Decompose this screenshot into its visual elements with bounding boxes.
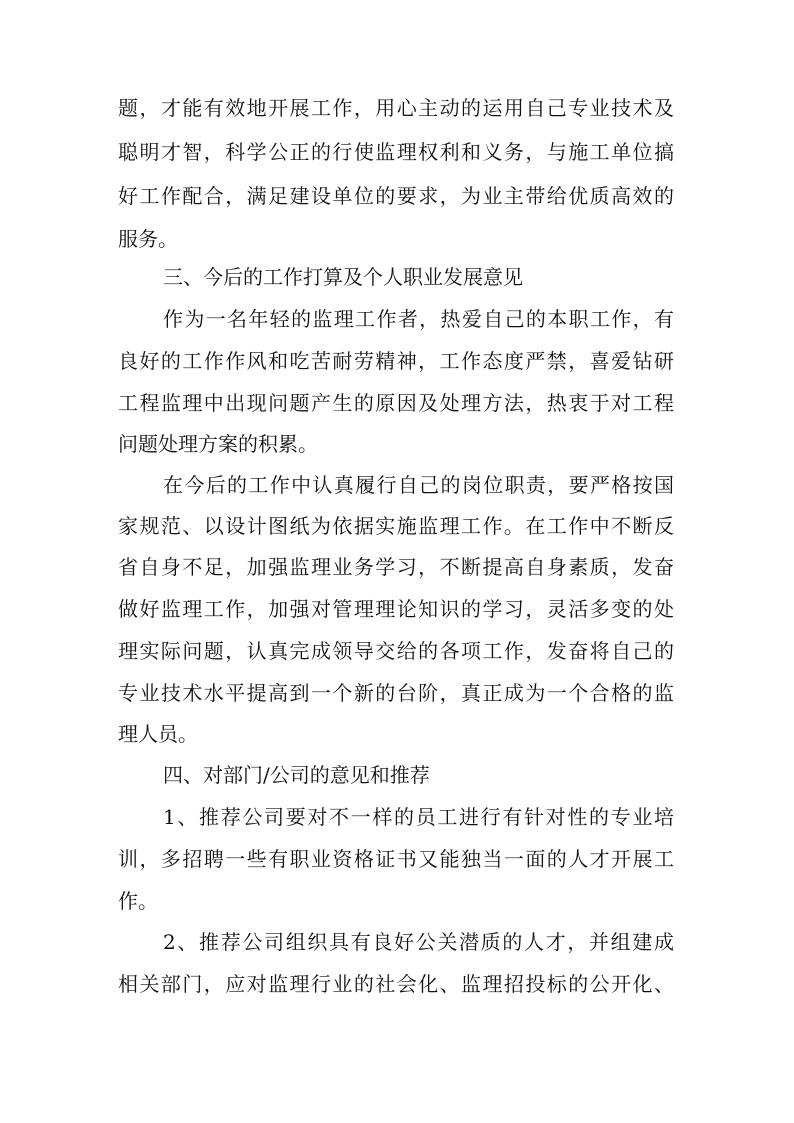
text-line: 题，才能有效地开展工作，用心主动的运用自己专业技术及 [118,96,674,120]
text-line: 家规范、以设计图纸为依据实施监理工作。在工作中不断反 [118,514,674,538]
text-line: 省自身不足，加强监理业务学习，不断提高自身素质，发奋 [118,555,674,579]
text-line: 问题处理方案的积累。 [118,432,318,456]
section-heading: 四、对部门/公司的意见和推荐 [163,763,430,787]
text-line: 2、推荐公司组织具有良好公关潜质的人才，并组建成 [163,930,674,954]
text-line: 服务。 [118,227,178,251]
text-line: 专业技术水平提高到一个新的台阶，真正成为一个合格的监 [118,681,674,705]
text-line: 理实际问题，认真完成领导交给的各项工作，发奋将自己的 [118,639,674,663]
text-line: 作。 [118,889,158,913]
text-line: 聪明才智，科学公正的行使监理权利和义务，与施工单位搞 [118,140,674,164]
section-heading: 三、今后的工作打算及个人职业发展意见 [163,265,523,289]
text-line: 1、推荐公司要对不一样的员工进行有针对性的专业培 [163,805,674,829]
text-line: 相关部门，应对监理行业的社会化、监理招投标的公开化、 [118,972,674,996]
text-line: 理人员。 [118,722,198,746]
text-line: 工程监理中出现问题产生的原因及处理方法，热衷于对工程 [118,391,674,415]
text-line: 训，多招聘一些有职业资格证书又能独当一面的人才开展工 [118,847,674,871]
text-line: 在今后的工作中认真履行自己的岗位职责，要严格按国 [163,473,674,497]
text-line: 做好监理工作，加强对管理理论知识的学习，灵活多变的处 [118,597,674,621]
text-line: 好工作配合，满足建设单位的要求，为业主带给优质高效的 [118,184,674,208]
text-line: 作为一名年轻的监理工作者，热爱自己的本职工作，有 [163,307,674,331]
text-line: 良好的工作作风和吃苦耐劳精神，工作态度严禁，喜爱钻研 [118,349,674,373]
